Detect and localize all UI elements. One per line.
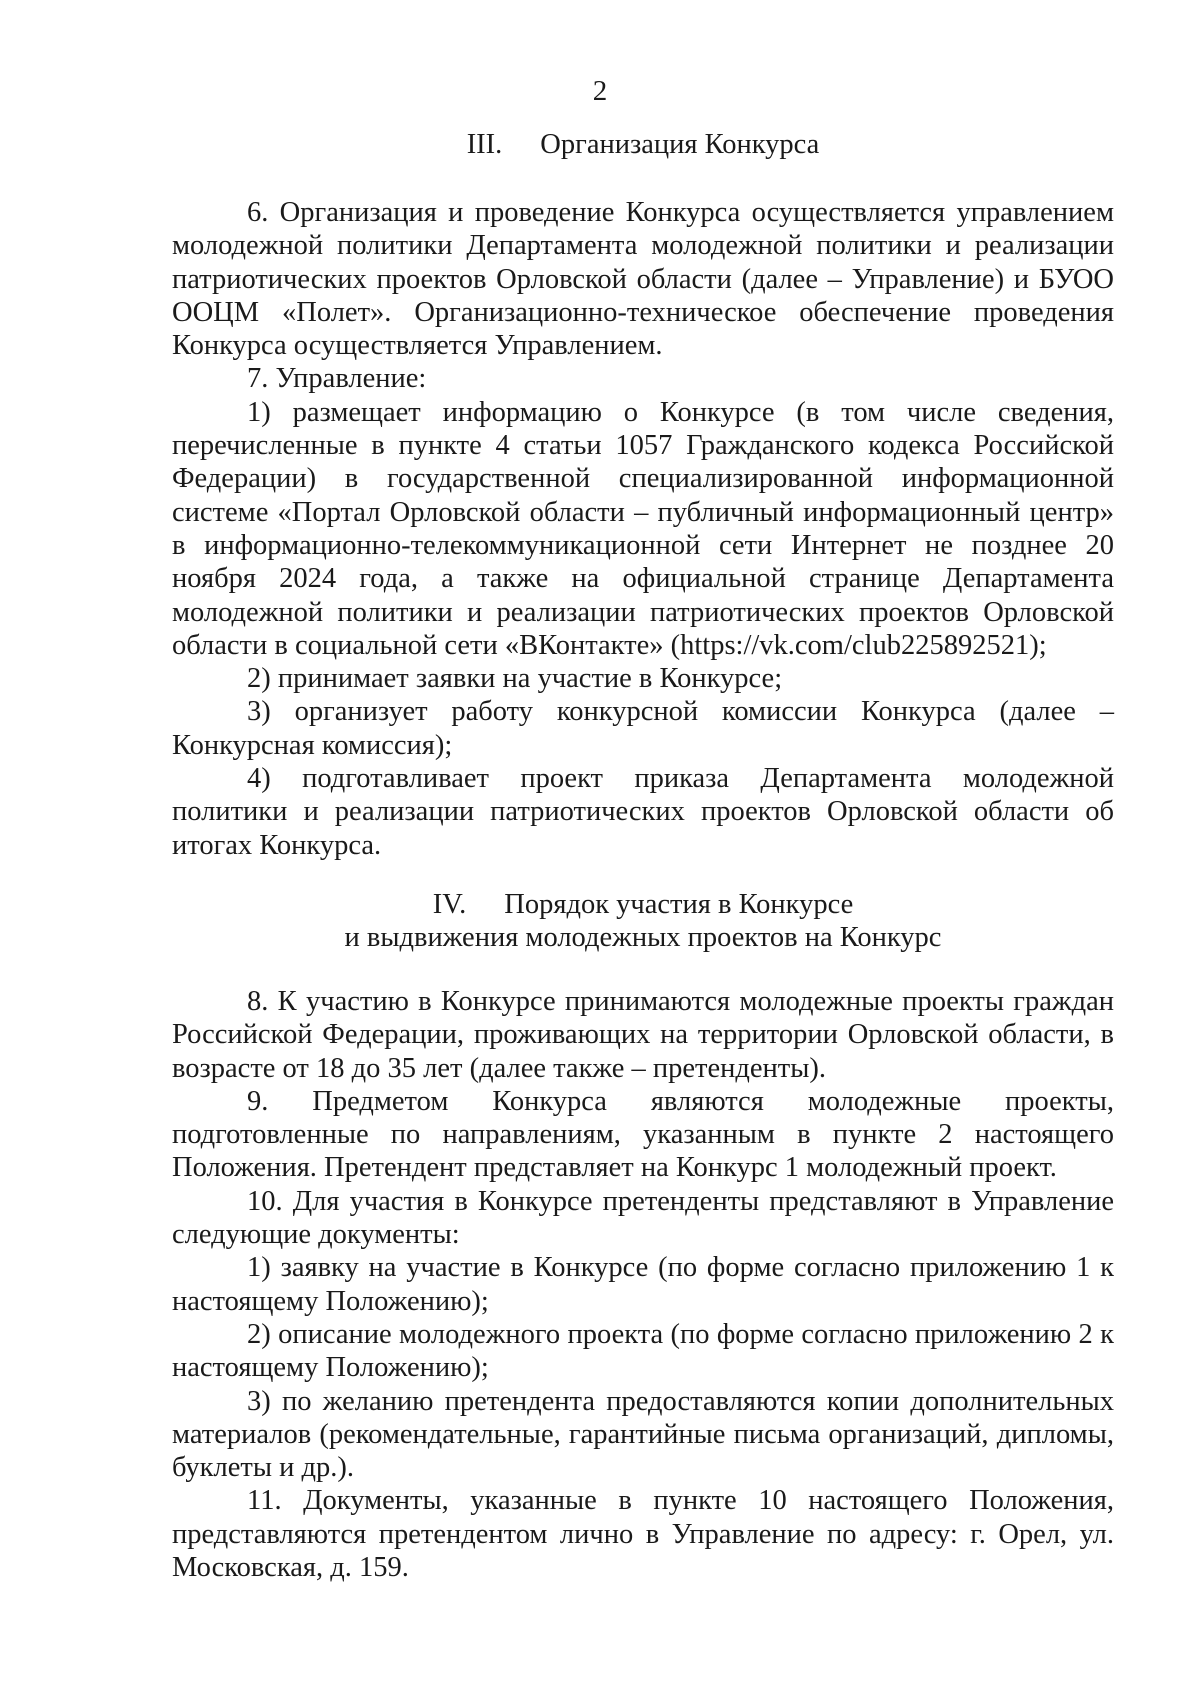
section-4-body xyxy=(172,985,1114,1584)
paragraph-8: 8. К участию в Конкурсе принимаются молодежные проекты граждан Российской Федерации, проживающих на территории Орловской области, в возрасте от 18 до 35 лет (далее также – претенденты). xyxy=(172,986,1114,1084)
section-3-number: III. xyxy=(466,129,503,160)
section-3-heading xyxy=(172,128,1114,161)
paragraph-10-item-1: 1) заявку на участие в Конкурсе (по форме согласно приложению 1 к настоящему Положению); xyxy=(172,1252,1114,1317)
paragraph-10: 10. Для участия в Конкурсе претенденты представляют в Управление следующие документы: xyxy=(172,1185,1114,1251)
paragraph-7-item-2: 2) принимает заявки на участие в Конкурсе; xyxy=(247,663,783,695)
section-4-heading xyxy=(172,888,1114,955)
section-3-title: Организация Конкурса xyxy=(540,129,820,160)
paragraph-7: 7. Управление: xyxy=(247,363,427,395)
section-4-number: IV. xyxy=(432,889,467,920)
paragraph-10-item-2: 2) описание молодежного проекта (по форме согласно приложению 2 к настоящему Положению); xyxy=(172,1318,1114,1384)
paragraph-11: 11. Документы, указанные в пункте 10 настоящего Положения, представляются претендентом лично в Управление по адресу: г. Орел, ул. Московская, д. 159. xyxy=(172,1485,1114,1584)
section-3-body xyxy=(172,196,1114,862)
paragraph-7-item-4: 4) подготавливает проект приказа Департамента молодежной политики и реализации патриотических проектов Орловской области об итогах Конкурса. xyxy=(172,763,1114,861)
paragraph-7-item-3: 3) организует работу конкурсной комиссии Конкурса (далее – Конкурсная комиссия); xyxy=(172,696,1114,761)
paragraph-6: 6. Организация и проведение Конкурса осуществляется управлением молодежной политики Департамента молодежной политики и реализации патриотических проектов Орловской области (далее – Управление) и БУОО ООЦМ «Полет». Организационно-техническое обеспечение проведения Конкурса осуществляется Управлением. xyxy=(172,197,1114,362)
section-4-title-line-2: и выдвижения молодежных проектов на Конкурс xyxy=(344,922,942,954)
paragraph-9: 9. Предметом Конкурса являются молодежные проекты, подготовленные по направлениям, указанным в пункте 2 настоящего Положения. Претендент представляет на Конкурс 1 молодежный проект. xyxy=(172,1085,1114,1184)
paragraph-7-item-1: 1) размещает информацию о Конкурсе (в том числе сведения, перечисленные в пункте 4 статьи 1057 Гражданского кодекса Российской Федерации) в государственной специализированной информационной системе «Портал Орловской области – публичный информационный центр» в информационно-телекоммуникационной сети Интернет не позднее 20 ноября 2024 года, а также на официальной странице Департамента молодежной политики и реализации патриотических проектов Орловской области в социальной сети «ВКонтакте» (https://vk.com/club225892521); xyxy=(172,396,1114,661)
page-number: 2 xyxy=(592,75,608,107)
paragraph-10-item-3: 3) по желанию претендента предоставляются копии дополнительных материалов (рекомендательные, гарантийные письма организаций, дипломы, буклеты и др.). xyxy=(172,1385,1114,1484)
section-4-title-line-1: Порядок участия в Конкурсе xyxy=(504,889,854,920)
